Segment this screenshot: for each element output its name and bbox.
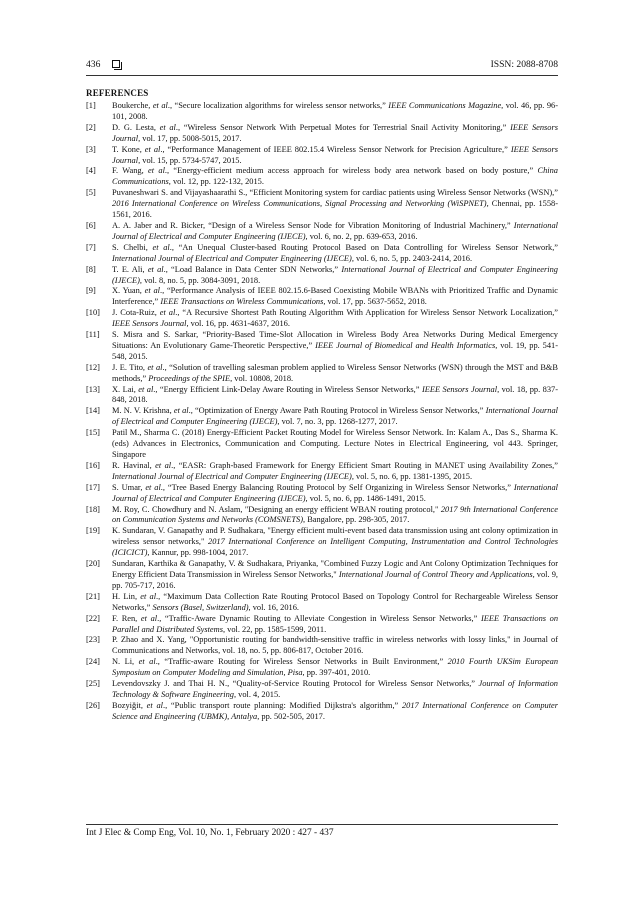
reference-segment: X. Lai, [112,384,139,394]
reference-text [112,461,558,481]
reference-number: [12] [86,362,100,372]
reference-italic-segment: International Journal of Electrical and Computer Engineering (IJECE) [112,264,558,285]
reference-item [86,635,558,657]
references-heading: REFERENCES [86,88,149,98]
reference-segment: Sundaran, Karthika & Ganapathy, V. & Sudhakara, Priyanka, "Combined Fuzzy Logic and Ant Colony Optimization Techniques for Energy Efficient Data Transmission in Wireless Sensor Networks," [112,559,558,579]
reference-segment: P. Zhao and X. Yang, "Opportunistic routing for bandwidth-sensitive traffic in wireless networks with lossy links," in Journal of Communications and Networks, vol. 18, no. 5, pp. 806-817, October 2016. [112,635,558,656]
reference-text [112,614,558,634]
reference-segment: , vol. 16, 2016. [248,602,300,612]
reference-italic-segment: 2016 International Conference on Wireless Communications, Signal Processing and Networking (WiSPNET) [112,199,487,209]
reference-segment: X. Yuan, [112,286,145,296]
reference-italic-segment: IEEE Journal of Biomedical and Health Informatics [315,340,496,350]
reference-italic-segment: International Journal of Electrical and Computer Engineering (IJECE) [112,253,352,263]
reference-italic-segment: IEEE Sensors Journal [112,144,558,165]
reference-italic-segment: et al [145,482,161,492]
reference-italic-segment: Sensors (Basel, Switzerland) [152,602,249,612]
reference-italic-segment: 2017 9th International Conference on Communication Systems and Networks (COMSNETS) [112,504,558,525]
reference-italic-segment: International Journal of Electrical and Computer Engineering (IJECE) [112,220,558,241]
reference-segment: T. E. Ali, [112,264,148,274]
reference-item [86,101,558,123]
reference-text [112,559,558,590]
reference-segment: J. E. Tito, [112,362,148,372]
reference-text [112,166,558,186]
reference-text [112,657,558,677]
reference-segment: , vol. 9, pp. 705-717, 2016. [112,569,559,590]
reference-item [86,221,558,243]
reference-segment: , vol. 12, pp. 122-132, 2015. [168,177,264,187]
issn-label: ISSN: 2088-8708 [490,59,558,70]
reference-italic-segment: IEEE Sensors Journal [112,122,558,143]
reference-number: [19] [86,526,100,536]
reference-text [112,701,558,721]
reference-list [86,101,558,723]
reference-number: [26] [86,700,100,710]
reference-text [112,679,558,699]
page-header [86,58,558,72]
reference-item [86,330,558,363]
reference-text [112,188,558,219]
reference-segment: M. N. V. Krishna, [112,406,174,416]
reference-number: [22] [86,613,100,623]
reference-number: [13] [86,384,100,394]
reference-italic-segment: IEEE Transactions on Parallel and Distributed Systems [112,613,559,634]
reference-segment: , pp. 397-401, 2010. [302,668,371,678]
reference-text [112,483,558,503]
reference-segment: , Bangalore, pp. 298-305, 2017. [303,515,410,525]
reference-number: [17] [86,482,100,492]
reference-number: [7] [86,242,96,252]
reference-text [112,635,558,655]
reference-segment: ., “Performance Management of IEEE 802.15.4 Wireless Sensor Network for Precision Agriculture,” [160,144,511,154]
reference-number: [11] [86,330,100,340]
reference-text [112,592,558,612]
reference-segment: , vol. 16, pp. 4631-4637, 2016. [186,319,290,329]
reference-segment: , pp. 502-505, 2017. [257,711,325,721]
reference-number: [4] [86,166,96,176]
reference-segment: ., “An Unequal Cluster-based Routing Protocol Based on Data Controlling for Wireless Sensor Network,” [169,242,559,252]
reference-italic-segment: et al [140,591,157,601]
reference-segment: ., “Optimization of Energy Aware Path Routing Protocol in Wireless Sensor Networks,” [188,406,486,416]
reference-segment: , vol. 8, no. 5, pp. 3084-3091, 2018. [139,275,261,285]
reference-segment: M. Roy, C. Chowdhury and N. Aslam, "Designing an energy efficient WBAN routing protocol," [112,504,441,514]
reference-number: [25] [86,679,100,689]
reference-segment: ., “Wireless Sensor Network With Perpetual Motes for Terrestrial Snail Activity Monitoring,” [175,122,511,132]
reference-italic-segment: et al [155,460,172,470]
reference-segment: J. Cota-Ruiz, [112,308,160,318]
reference-number: [24] [86,657,100,667]
reference-segment: , vol. 7, no. 3, pp. 1268-1277, 2017. [277,417,398,427]
reference-segment: ., “Performance Analysis of IEEE 802.15.6-Based Coexisting Mobile WBANs with Prioritized Traffic and Dynamic Interference,” [112,286,559,307]
reference-item [86,428,558,461]
reference-item [86,406,558,428]
reference-segment: F. Wang, [112,166,149,176]
reference-item [86,657,558,679]
reference-item [86,614,558,636]
reference-number: [6] [86,220,96,230]
reference-number: [15] [86,428,100,438]
reference-text [112,221,558,241]
reference-segment: ., “A Recursive Shortest Path Routing Algorithm With Application for Wireless Sensor Network Localization,” [175,308,559,318]
reference-number: [20] [86,559,100,569]
reference-text [112,101,558,121]
reference-italic-segment: et al [152,101,168,110]
reference-segment: , vol. 6, no. 5, pp. 2403-2414, 2016. [351,253,473,263]
reference-segment: S. Misra and S. Sarkar, “Priority-Based Time-Slot Allocation in Wireless Body Area Networks During Medical Emergency Situations: An Evolutionary Game-Theoretic Perspective,” [112,330,558,350]
reference-segment: S. Umar, [112,482,146,492]
reference-segment: ., “EASR: Graph-based Framework for Energy Efficient Smart Routing in MANET using Availability Zones,” [171,460,558,470]
reference-segment: ., “Solution of travelling salesman problem applied to Wireless Sensor Networks (WSN) through the MST and B&B methods,” [112,362,559,383]
reference-number: [8] [86,264,96,274]
reference-text [112,505,558,525]
reference-segment: D. G. Lesta, [112,122,160,132]
reference-italic-segment: et al [138,384,154,394]
reference-italic-segment: et al [148,166,165,176]
reference-text [112,330,558,361]
footer-rule [86,824,558,825]
reference-text [112,406,558,426]
reference-italic-segment: IEEE Sensors Journal [421,384,498,394]
reference-segment: , vol. 10808, 2018. [230,373,294,383]
reference-segment: , vol. 17, pp. 5008-5015, 2017. [138,133,242,143]
reference-text [112,243,558,263]
reference-italic-segment: et al [147,362,163,372]
reference-text [112,145,558,165]
reference-italic-segment: et al [152,242,170,252]
reference-segment: ., “Energy Efficient Link-Delay Aware Routing in Wireless Sensor Networks,” [153,384,422,394]
reference-number: [18] [86,504,100,514]
reference-item [86,505,558,527]
reference-item [86,145,558,167]
reference-italic-segment: IEEE Communications Magazine [388,101,502,110]
reference-number: [14] [86,406,100,416]
reference-segment: ., “Tree Based Energy Balancing Routing Protocol by Self Organizing in Wireless Sensor Networks,” [160,482,514,492]
reference-italic-segment: et al [159,308,176,318]
reference-segment: , vol. 19, pp. 541-548, 2015. [112,340,558,361]
reference-italic-segment: et al [173,406,189,416]
reference-number: [1] [86,101,96,110]
reference-item [86,461,558,483]
reference-segment: H. Lin, [112,591,141,601]
reference-text [112,385,558,405]
reference-segment: ., “Traffic-aware Routing for Wireless Sensor Networks in Built Environment,” [155,657,448,667]
reference-number: [2] [86,122,96,132]
reference-segment: , vol. 17, pp. 5637-5652, 2018. [323,297,427,307]
reference-segment: , vol. 5, no. 6, pp. 1486-1491, 2015. [305,493,426,503]
reference-italic-segment: IEEE Sensors Journal [112,319,187,329]
reference-item [86,679,558,701]
reference-segment: T. Kone, [112,144,145,154]
reference-item [86,483,558,505]
reference-text [112,123,558,143]
reference-segment: F. Ren, [112,613,141,623]
reference-text [112,526,558,557]
reference-italic-segment: China Communications [112,166,558,187]
reference-text [112,308,558,328]
reference-item [86,592,558,614]
reference-segment: K. Sundaran, V. Ganapathy and P. Sudhakara, "Energy efficient multi-event based data transmission using ant colony optimization in wireless sensor networks," [112,526,558,547]
reference-item [86,123,558,145]
reference-item [86,701,558,723]
reference-italic-segment: et al [147,264,164,274]
reference-segment: , vol. 18, pp. 837-848, 2018. [112,384,558,405]
reference-segment: Levendovszky J. and Thai H. N., “Quality-of-Service Routing Protocol for Wireless Sensor Networks,” [112,679,479,689]
reference-segment: A. A. Jaber and R. Bicker, “Design of a Wireless Sensor Node for Vibration Monitoring of Industrial Machinery,” [112,220,514,230]
reference-segment: , vol. 46, pp. 96-101, 2008. [112,101,559,121]
reference-number: [21] [86,591,100,601]
reference-italic-segment: International Journal of Electrical and Computer Engineering (IJECE) [112,482,559,503]
reference-text [112,363,558,383]
reference-italic-segment: Proceedings of the SPIE [148,373,231,383]
reference-italic-segment: International Journal of Control Theory and Applications [338,569,533,579]
reference-italic-segment: 2017 International Conference on Intelligent Computing, Instrumentation and Control Technologies (ICICICT) [112,537,558,558]
reference-segment: ., “Load Balance in Data Center SDN Networks,” [163,264,342,274]
reference-item [86,308,558,330]
reference-number: [16] [86,460,100,470]
reference-item [86,265,558,287]
reference-italic-segment: Journal of Information Technology & Software Engineering [112,679,558,699]
page-number: 436 [86,59,101,70]
reference-item [86,385,558,407]
reference-segment: Boukerche, [112,101,153,110]
reference-italic-segment: et al [140,613,158,623]
reference-item [86,188,558,221]
reference-segment: S. Chelbi, [112,242,153,252]
reference-segment: , Chennai, pp. 1558-1561, 2016. [112,199,559,220]
reference-item [86,243,558,265]
reference-segment: , Kannur, pp. 998-1004, 2017. [147,548,249,558]
reference-italic-segment: 2017 International Conference on Computer Science and Engineering (UBMK), Antalya [112,700,558,721]
reference-item [86,166,558,188]
reference-item [86,526,558,559]
reference-segment: , vol. 4, 2015. [233,689,281,699]
reference-text [112,286,558,306]
reference-segment: R. Havinal, [112,460,156,470]
reference-segment: Patil M., Sharma C. (2018) Energy-Efficient Packet Routing Model for Wireless Sensor Network. In: Kalam A., Das S., Sharma K. (eds) Advances in Electronics, Communication and Computing. Lecture Notes in Electrical Engineering, vol 443. Springer, Singapore [112,428,558,459]
reference-segment: , vol. 6, no. 2, pp. 639-653, 2016. [305,231,418,241]
reference-segment: ., “Maximum Data Collection Rate Routing Protocol Based on Topology Control for Rechargeable Wireless Sensor Networks,” [112,591,559,612]
reference-item [86,363,558,385]
reference-item [86,286,558,308]
reference-segment: ., “Energy-efficient medium access approach for wireless body area network based on body posture,” [164,166,538,176]
reference-item [86,559,558,592]
reference-number: [23] [86,635,100,645]
reference-italic-segment: et al [146,700,163,710]
reference-segment: , vol. 5, no. 6, pp. 1381-1395, 2015. [351,471,473,481]
reference-italic-segment: IEEE Transactions on Wireless Communications [160,297,324,307]
reference-italic-segment: et al [138,657,156,667]
reference-number: [10] [86,308,100,318]
checkbox-square-icon [112,60,120,68]
reference-number: [3] [86,144,96,154]
reference-segment: Puvaneshwari S. and Vijayashaarathi S., “Efficient Monitoring system for cardiac patients using Wireless Sensor Networks (WSN),” [112,188,558,198]
reference-italic-segment: et al [144,286,160,296]
reference-italic-segment: International Journal of Electrical and Computer Engineering (IJECE) [112,406,558,427]
reference-italic-segment: International Journal of Electrical and Computer Engineering (IJECE) [112,471,352,481]
reference-segment: ., “Traffic-Aware Dynamic Routing to Alleviate Congestion in Wireless Sensor Networks,” [157,613,481,623]
reference-segment: ., “Public transport route planning: Modified Dijkstra's algorithm,” [162,700,402,710]
reference-number: [5] [86,188,96,198]
reference-text [112,428,558,459]
header-rule [86,75,558,76]
reference-segment: N. Li, [112,657,139,667]
reference-segment: Bozyiğit, [112,700,147,710]
reference-italic-segment: et al [144,144,161,154]
reference-italic-segment: 2010 Fourth UKSim European Symposium on Computer Modeling and Simulation, Pisa [112,657,559,678]
reference-text [112,265,558,285]
reference-italic-segment: et al [159,122,176,132]
reference-number: [9] [86,286,96,296]
reference-segment: , vol. 22, pp. 1585-1599, 2011. [222,624,327,634]
reference-segment: , vol. 15, pp. 5734-5747, 2015. [138,155,242,165]
footer-citation: Int J Elec & Comp Eng, Vol. 10, No. 1, February 2020 : 427 - 437 [86,828,334,838]
reference-segment: ., “Secure localization algorithms for wireless sensor networks,” [167,101,389,110]
